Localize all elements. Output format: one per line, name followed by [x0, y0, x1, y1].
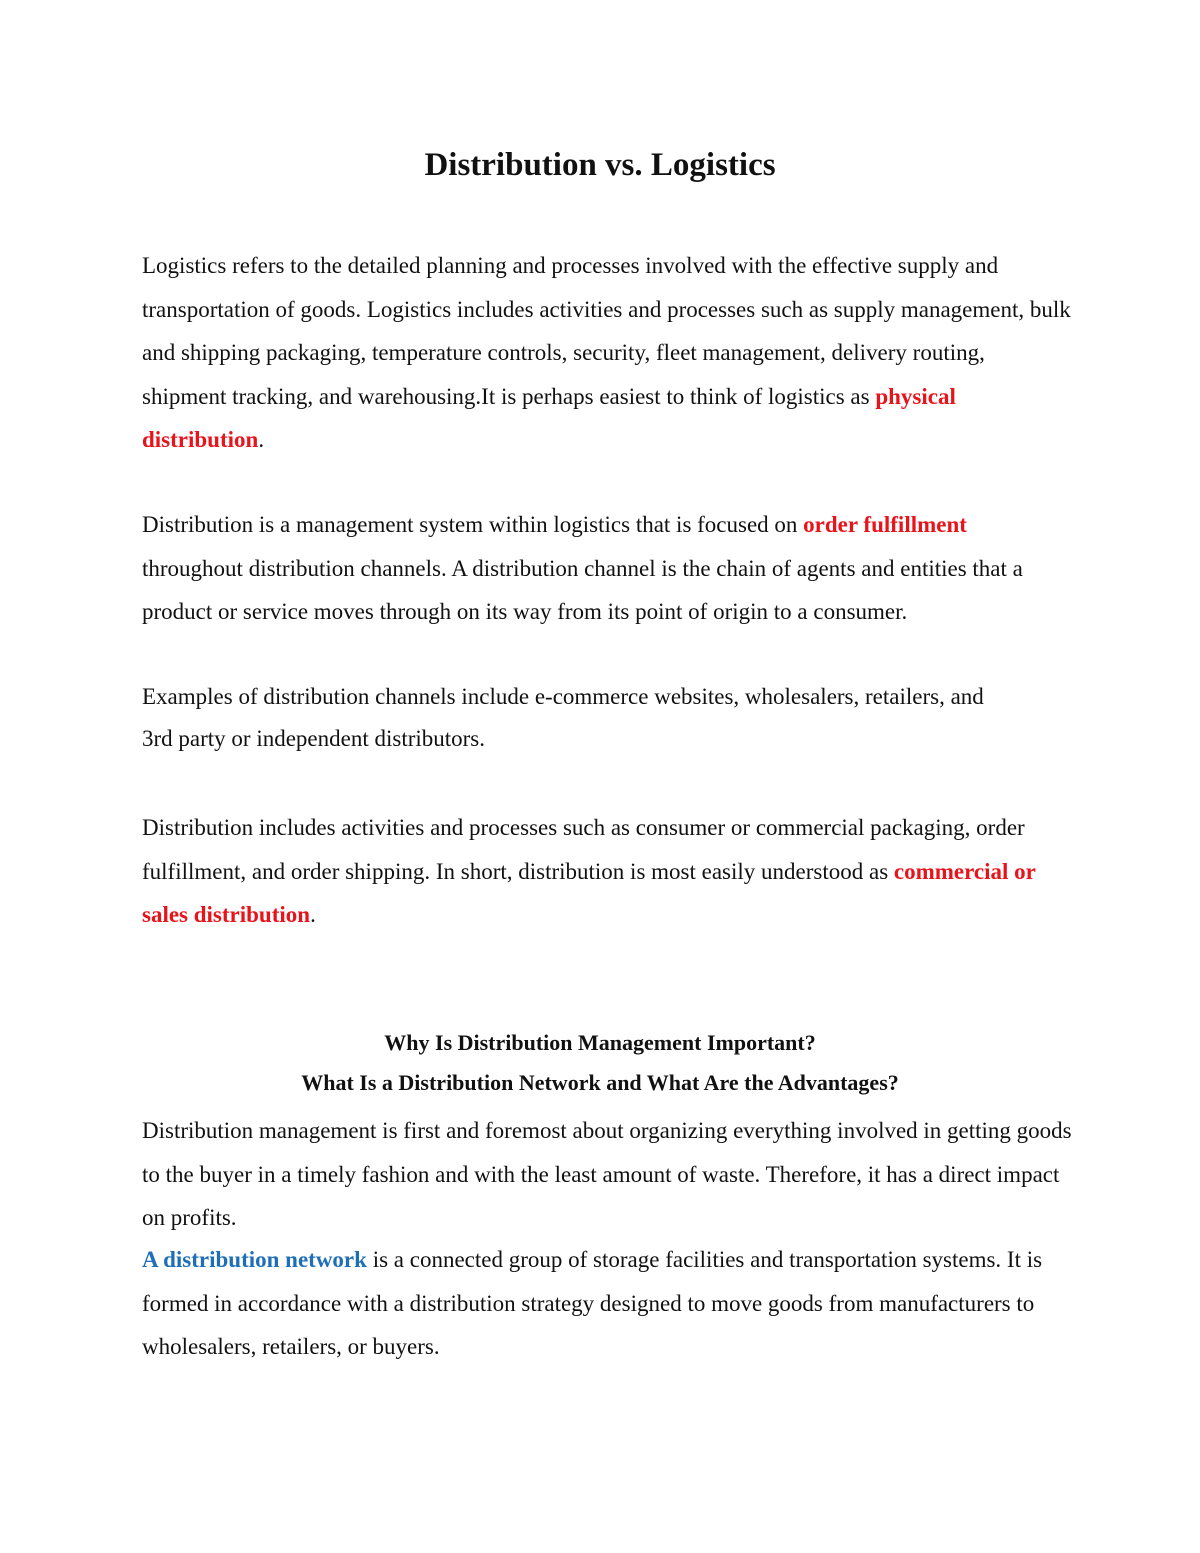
paragraph-text: is a connected group of storage facilities and transportation systems. It is formed in accordance with a distribution strategy designed to move goods from manufacturers to wholesalers, retailers, or buyers.: [142, 1247, 1043, 1359]
paragraph-distribution-management: Distribution management is first and foremost about organizing everything involved in getting goods to the buyer in a timely fashion and with the least amount of waste. Therefore, it has a direct impact on profits.: [142, 1118, 1072, 1230]
subheading-distribution-network: What Is a Distribution Network and What Are the Advantages?: [301, 1070, 899, 1095]
paragraph-distribution-network: [142, 1238, 1072, 1369]
paragraph-tail: .: [258, 427, 265, 452]
highlight-commercial-sales-distribution: commercial or sales distribution: [142, 858, 1036, 927]
paragraph-distribution-definition: [142, 503, 1072, 634]
paragraph-text: Logistics refers to the detailed planning and processes involved with the effective supply and transportation of goods. Logistics includes activities and processes such as supply management, bulk and shipping packaging, temperature controls, security, fleet management, delivery routing, shipment tracking, and warehousing.It is perhaps easiest to think of logistics as: [142, 253, 1071, 409]
paragraph-text: Distribution is a management system within logistics that is focused on: [142, 512, 804, 537]
paragraph-logistics-definition: [142, 244, 1072, 462]
paragraph-line-1: Examples of distribution channels include e-commerce websites, wholesalers, retailers, and: [142, 684, 984, 709]
paragraph-line-2: 3rd party or independent distributors.: [142, 726, 486, 751]
document-title: Distribution vs. Logistics: [424, 147, 776, 183]
paragraph-text: Distribution includes activities and processes such as consumer or commercial packaging, order fulfillment, and order shipping. In short, distribution is most easily understood as: [142, 815, 1025, 884]
highlight-order-fulfillment: order fulfillment: [803, 512, 967, 537]
paragraph-distribution-activities: [142, 806, 1072, 937]
distribution-network-link[interactable]: A distribution network: [142, 1247, 367, 1272]
highlight-physical-distribution: physical distribution: [142, 383, 956, 452]
paragraph-tail: .: [310, 902, 316, 927]
paragraph-tail: throughout distribution channels. A distribution channel is the chain of agents and entities that a product or service moves through on its way from its point of origin to a consumer.: [142, 555, 1023, 624]
subheading-why-distribution-management: Why Is Distribution Management Important?: [384, 1030, 816, 1055]
paragraph-distribution-channel-examples: [142, 676, 1072, 760]
